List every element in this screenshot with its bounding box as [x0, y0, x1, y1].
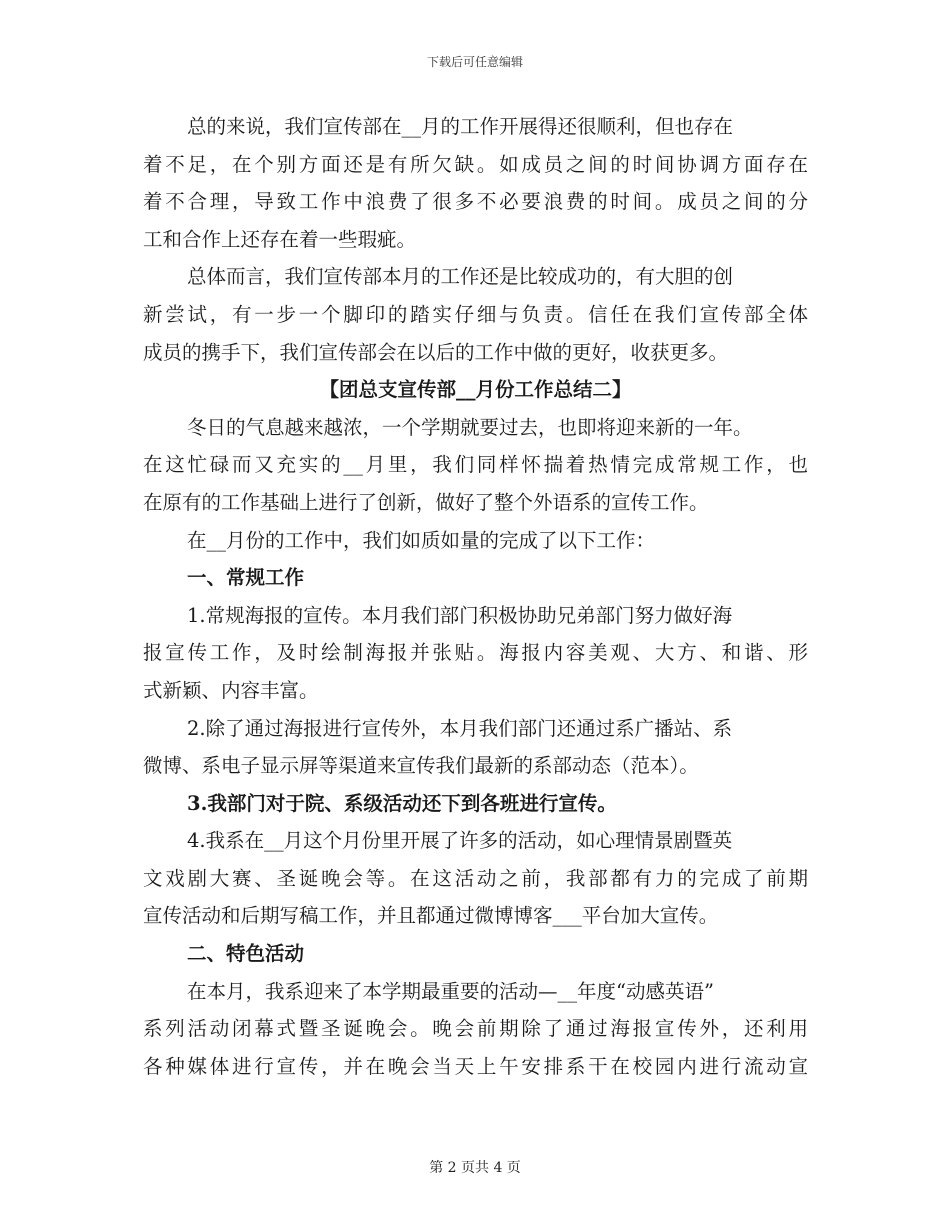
- text-line: 成员的携手下，我们宣传部会在以后的工作中做的更好，收获更多。: [143, 340, 729, 364]
- text-line: 文戏剧大赛、圣诞晚会等。在这活动之前，我部都有力的完成了前期: [143, 866, 808, 890]
- subsection-heading: 一、常规工作: [187, 566, 305, 590]
- text-line: 系列活动闭幕式暨圣诞晚会。晚会前期除了通过海报宣传外，还利用: [143, 1017, 808, 1041]
- section-heading: 【团总支宣传部__月份工作总结二】: [319, 378, 632, 402]
- page-footer: 第 2 页共 4 页: [429, 1160, 521, 1176]
- text-line: 着不合理，导致工作中浪费了很多不必要浪费的时间。成员之间的分: [143, 190, 808, 214]
- text-line: 微博、系电子显示屏等渠道来宣传我们最新的系部动态（范本）。: [143, 754, 699, 778]
- text-line: 1.常规海报的宣传。本月我们部门积极协助兄弟部门努力做好海: [187, 603, 733, 627]
- document-body: [143, 108, 808, 1085]
- text-line: 着不足，在个别方面还是有所欠缺。如成员之间的时间协调方面存在: [143, 152, 808, 176]
- text-line: 宣传活动和后期写稿工作，并且都通过微博博客___平台加大宣传。: [143, 904, 719, 928]
- text-line: 总的来说，我们宣传部在__月的工作开展得还很顺利，但也存在: [187, 115, 734, 138]
- text-line: 在本月，我系迎来了本学期最重要的活动—__年度“动感英语”: [187, 979, 714, 1003]
- text-line: 2.除了通过海报进行宣传外，本月我们部门还通过系广播站、系: [187, 716, 733, 740]
- text-line: 各种媒体进行宣传，并在晚会当天上午安排系干在校园内进行流动宣: [143, 1054, 808, 1078]
- text-line: 在原有的工作基础上进行了创新，做好了整个外语系的宣传工作。: [143, 490, 709, 514]
- text-line: 冬日的气息越来越浓，一个学期就要过去，也即将迎来新的一年。: [187, 415, 753, 439]
- page-header: 下载后可任意编辑: [426, 55, 523, 69]
- subsection-heading: 二、特色活动: [187, 942, 305, 966]
- text-line: 工和合作上还存在着一些瑕疵。: [143, 227, 417, 251]
- text-line: 报宣传工作，及时绘制海报并张贴。海报内容美观、大方、和谐、形: [143, 641, 808, 665]
- text-line: 新尝试，有一步一个脚印的踏实仔细与负责。信任在我们宣传部全体: [143, 302, 808, 326]
- text-line: 总体而言，我们宣传部本月的工作还是比较成功的，有大胆的创: [187, 265, 734, 289]
- text-line: 在这忙碌而又充实的__月里，我们同样怀揣着热情完成常规工作，也: [143, 453, 808, 477]
- text-line: 式新颖、内容丰富。: [143, 678, 319, 702]
- text-line: 在__月份的工作中，我们如质如量的完成了以下工作：: [187, 528, 656, 552]
- bold-line: 3.我部门对于院、系级活动还下到各班进行宣传。: [187, 791, 617, 815]
- text-line: 4.我系在__月这个月份里开展了许多的活动，如心理情景剧暨英: [187, 829, 733, 853]
